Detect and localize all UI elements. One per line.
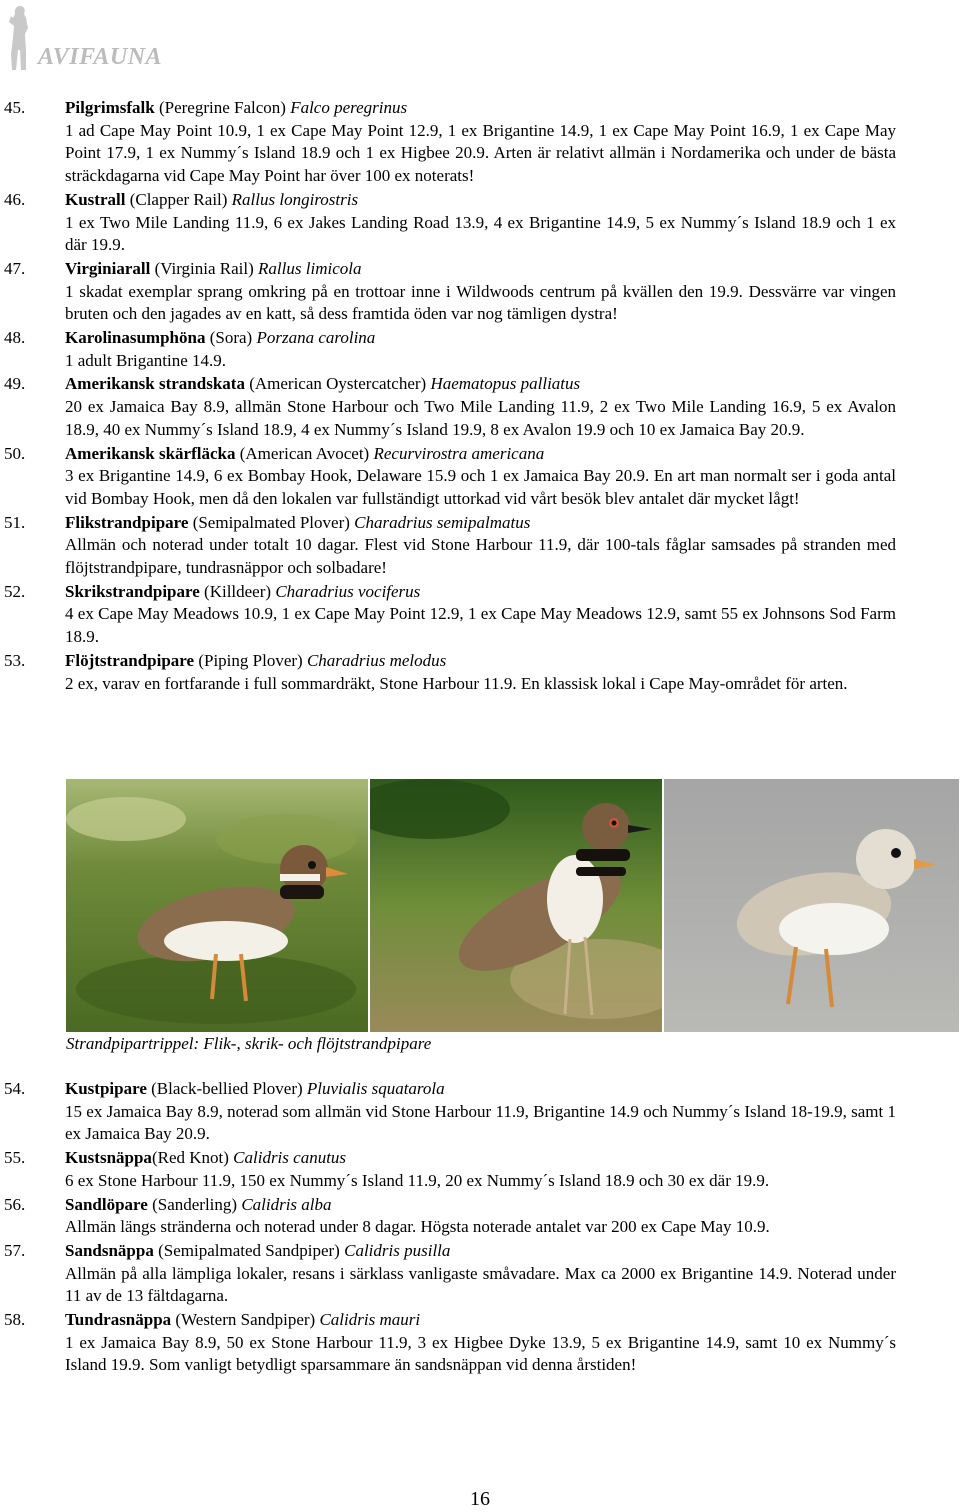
swedish-name: Flikstrandpipare	[65, 512, 189, 532]
birdwatcher-silhouette-icon	[6, 4, 34, 72]
latin-name: Recurvirostra americana	[373, 443, 545, 463]
species-heading	[65, 258, 896, 281]
page-number: 16	[470, 1488, 490, 1510]
swedish-name: Kustrall	[65, 189, 126, 209]
species-entry-49	[0, 373, 896, 441]
english-name: (Black-bellied Plover)	[146, 1079, 307, 1098]
species-entry-45	[0, 97, 896, 188]
entry-number: 51.	[4, 512, 26, 532]
species-heading	[65, 97, 896, 120]
entry-number: 49.	[4, 374, 26, 394]
english-name: (Piping Plover)	[194, 650, 307, 670]
latin-name: Porzana carolina	[256, 328, 376, 348]
english-name: (Clapper Rail)	[125, 189, 232, 209]
species-observations: 1 ad Cape May Point 10.9, 1 ex Cape May Point 12.9, 1 ex Brigantine 14.9, 1 ex Cape May Point 16.9, 1 ex Cape May Point 17.9, 1 ex Nummy´s Island 18.9 och 1 ex Higbee 20.9. Arten är relativt allmän i Nordamerika och under de bästa sträckdagarna vid Cape May Point har över 100 ex noterats!	[65, 120, 896, 186]
english-name: (American Oystercatcher)	[244, 374, 431, 394]
species-heading	[65, 581, 896, 604]
entry-number: 52.	[4, 581, 26, 601]
entry-number: 57.	[4, 1240, 26, 1260]
species-observations: 6 ex Stone Harbour 11.9, 150 ex Nummy´s Island 11.9, 20 ex Nummy´s Island 18.9 och 30 ex där 19.9.	[65, 1170, 770, 1190]
species-entry-58	[0, 1309, 896, 1377]
entry-number: 54.	[4, 1079, 26, 1098]
swedish-name: Tundrasnäppa	[65, 1310, 172, 1330]
latin-name: Pluvialis squatarola	[306, 1079, 445, 1098]
species-observations: 3 ex Brigantine 14.9, 6 ex Bombay Hook, Delaware 15.9 och 1 ex Jamaica Bay 20.9. En art man normalt ser i goda antal vid Bombay Hook, men då den lokalen var fullständigt uttorkad vid vårt besök blev antalet där mycket lågt!	[65, 466, 896, 508]
species-heading	[65, 650, 896, 673]
latin-name: Calidris canutus	[233, 1148, 347, 1168]
swedish-name: Amerikansk strandskata	[65, 374, 245, 394]
semipalmated-plover-photo	[66, 779, 368, 1032]
species-heading	[65, 512, 896, 535]
killdeer-photo	[370, 779, 662, 1032]
species-entry-55	[0, 1147, 896, 1192]
latin-name: Haematopus palliatus	[430, 374, 581, 394]
entry-number: 55.	[4, 1148, 26, 1168]
swedish-name: Karolinasumphöna	[65, 328, 206, 348]
entry-number: 45.	[4, 98, 26, 117]
swedish-name: Kustsnäppa	[65, 1148, 152, 1168]
english-name: (Sanderling)	[147, 1194, 242, 1214]
swedish-name: Kustpipare	[65, 1079, 147, 1098]
english-name: (Peregrine Falcon)	[154, 98, 291, 117]
entry-number: 48.	[4, 328, 26, 348]
latin-name: Calidris pusilla	[344, 1240, 451, 1260]
species-observations: Allmän och noterad under totalt 10 dagar. Flest vid Stone Harbour 11.9, där 100-tals fåglar samsades på stranden med flöjtstrandpipare, tundrasnäppor och solbadare!	[65, 535, 896, 578]
species-heading	[65, 327, 896, 350]
species-observations: 1 ex Two Mile Landing 11.9, 6 ex Jakes Landing Road 13.9, 4 ex Brigantine 14.9, 5 ex Nummy´s Island 18.9 och 1 ex där 19.9.	[65, 212, 896, 255]
species-entry-47	[0, 258, 896, 326]
english-name: (Semipalmated Sandpiper)	[153, 1240, 345, 1260]
species-heading	[65, 373, 896, 396]
english-name: (Western Sandpiper)	[171, 1310, 320, 1330]
species-observations: 4 ex Cape May Meadows 10.9, 1 ex Cape May Point 12.9, 1 ex Cape May Meadows 12.9, samt 55 ex Johnsons Sod Farm 18.9.	[65, 604, 896, 647]
species-heading	[65, 1147, 896, 1170]
english-name: (Virginia Rail)	[150, 258, 259, 278]
english-name: (Red Knot)	[151, 1148, 234, 1168]
latin-name: Charadrius vociferus	[275, 581, 421, 601]
species-entry-57	[0, 1240, 896, 1308]
species-entry-54	[0, 1078, 896, 1146]
english-name: (Sora)	[205, 328, 257, 348]
entry-number: 47.	[4, 258, 26, 278]
species-observations: 1 adult Brigantine 14.9.	[65, 350, 227, 370]
species-entry-56	[0, 1194, 896, 1239]
latin-name: Charadrius semipalmatus	[354, 512, 531, 532]
piping-plover-photo	[664, 779, 959, 1032]
swedish-name: Skrikstrandpipare	[65, 581, 200, 601]
species-list-bottom	[0, 1078, 960, 1378]
species-observations: Allmän på alla lämpliga lokaler, resans i särklass vanligaste småvadare. Max ca 2000 ex Brigantine 14.9. Noterad under 11 av de 13 fältdagarna.	[65, 1263, 896, 1306]
species-observations: Allmän längs stränderna och noterad under 8 dagar. Högsta noterade antalet var 200 ex Cape May 10.9.	[65, 1217, 770, 1237]
species-observations: 20 ex Jamaica Bay 8.9, allmän Stone Harbour och Two Mile Landing 11.9, 2 ex Two Mile Landing 16.9, 5 ex Avalon 18.9, 40 ex Nummy´s Island 18.9, 4 ex Nummy´s Island 19.9, 8 ex Avalon 19.9 och 10 ex Jamaica Bay 20.9.	[65, 397, 896, 439]
photo-caption: Strandpipartrippel: Flik-, skrik- och flöjtstrandpipare	[66, 1034, 432, 1053]
species-entry-50	[0, 443, 896, 511]
latin-name: Rallus limicola	[258, 258, 362, 278]
species-list-top	[0, 97, 960, 696]
species-observations: 2 ex, varav en fortfarande i full sommardräkt, Stone Harbour 11.9. En klassisk lokal i Cape May-området för arten.	[65, 673, 848, 693]
species-heading	[65, 443, 896, 466]
entry-number: 58.	[4, 1310, 26, 1330]
entry-number: 50.	[4, 443, 26, 463]
avifauna-logo	[2, 4, 182, 74]
entry-number: 56.	[4, 1194, 26, 1214]
latin-name: Rallus longirostris	[231, 189, 359, 209]
english-name: (Semipalmated Plover)	[188, 512, 355, 532]
latin-name: Calidris alba	[241, 1194, 332, 1214]
english-name: (American Avocet)	[235, 443, 374, 463]
logo-text: AVIFAUNA	[38, 44, 163, 70]
swedish-name: Amerikansk skärfläcka	[65, 443, 236, 463]
species-observations: 1 skadat exemplar sprang omkring på en trottoar inne i Wildwoods centrum på kvällen den 19.9. Dessvärre var vingen bruten och den jagades av en katt, så dess framtida öden var nog tämligen dystra!	[65, 281, 896, 324]
species-entry-51	[0, 512, 896, 580]
species-heading	[65, 1309, 896, 1332]
species-observations: 15 ex Jamaica Bay 8.9, noterad som allmän vid Stone Harbour 11.9, Brigantine 14.9 och Nummy´s Island 18-19.9, samt 1 ex Jamaica Bay 20.9.	[65, 1101, 896, 1144]
latin-name: Falco peregrinus	[290, 98, 408, 117]
species-heading	[65, 1078, 896, 1101]
swedish-name: Sandlöpare	[65, 1194, 148, 1214]
swedish-name: Sandsnäppa	[65, 1240, 154, 1260]
latin-name: Charadrius melodus	[306, 650, 447, 670]
species-entry-46	[0, 189, 896, 257]
entry-number: 46.	[4, 189, 26, 209]
swedish-name: Virginiarall	[65, 258, 151, 278]
species-observations: 1 ex Jamaica Bay 8.9, 50 ex Stone Harbour 11.9, 3 ex Higbee Dyke 13.9, 5 ex Brigantine 14.9, samt 10 ex Nummy´s Island 19.9. Som vanligt betydligt sparsammare än sandsnäppan vid denna årstiden!	[65, 1332, 896, 1375]
english-name: (Killdeer)	[199, 581, 276, 601]
species-heading	[65, 1194, 896, 1217]
species-entry-52	[0, 581, 896, 649]
swedish-name: Flöjtstrandpipare	[65, 650, 195, 670]
latin-name: Calidris mauri	[319, 1310, 421, 1330]
plover-photos	[66, 779, 959, 1032]
species-heading	[65, 1240, 896, 1263]
species-entry-48	[0, 327, 896, 372]
swedish-name: Pilgrimsfalk	[65, 98, 155, 117]
species-entry-53	[0, 650, 896, 695]
species-heading	[65, 189, 896, 212]
entry-number: 53.	[4, 650, 26, 670]
